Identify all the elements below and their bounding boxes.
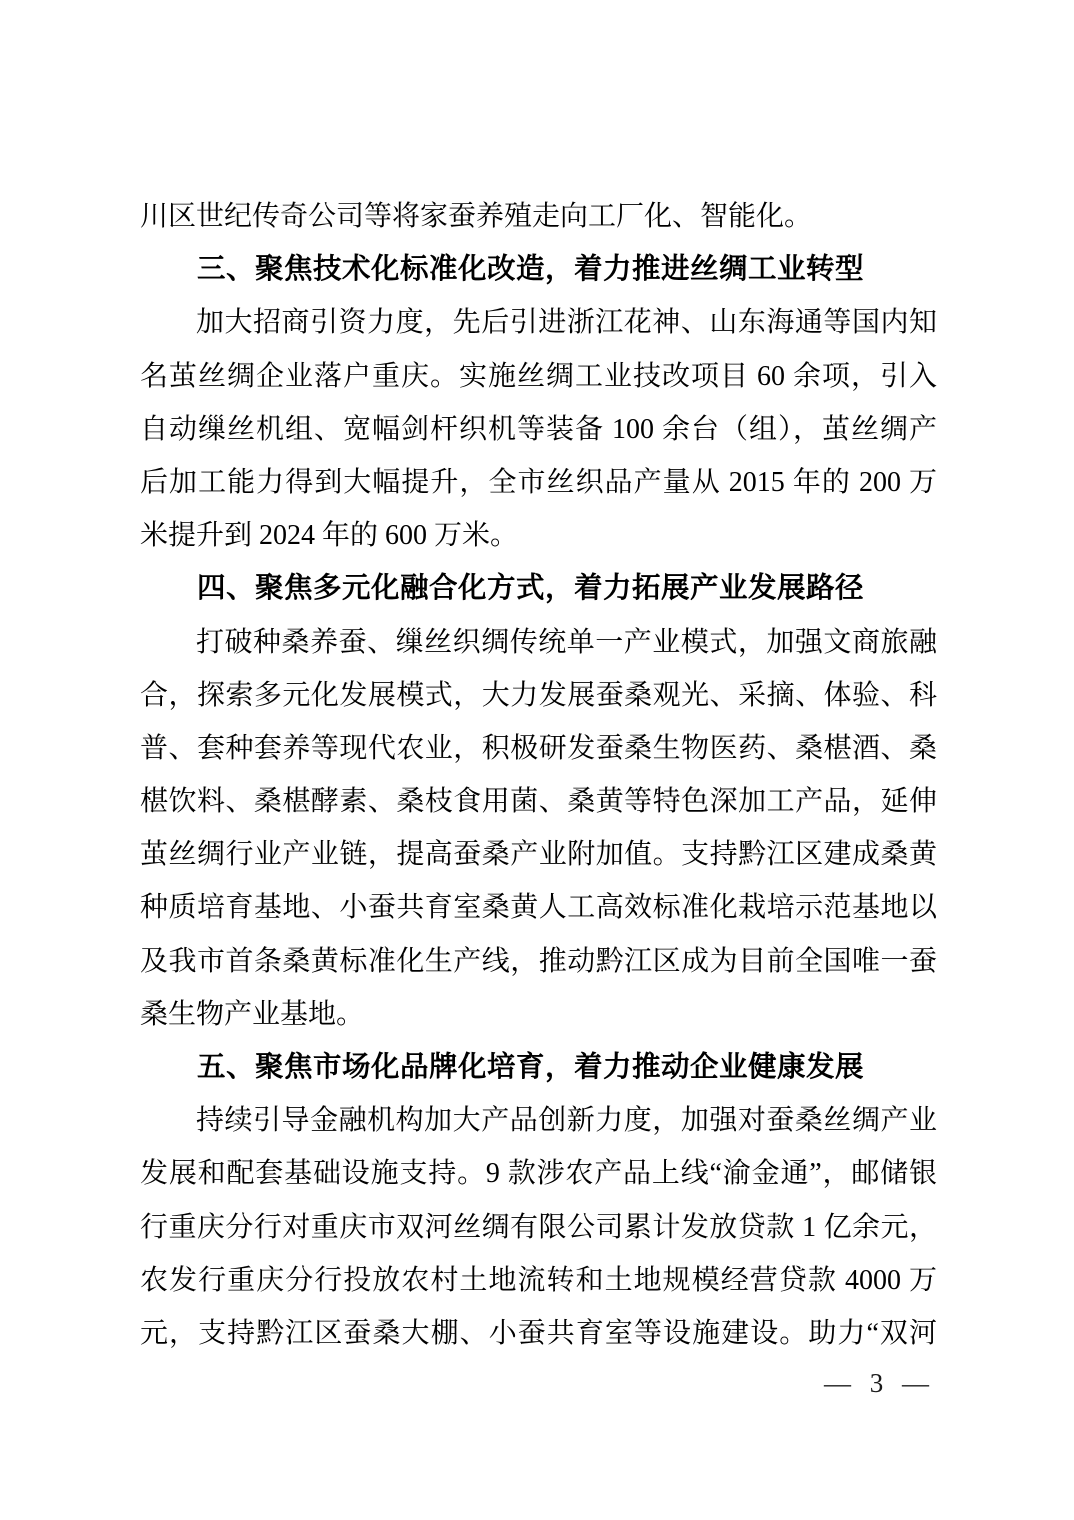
paragraph-line: 发展和配套基础设施支持。9 款涉农产品上线“渝金通”，邮储银 [140, 1158, 937, 1190]
paragraph-line: 名茧丝绸企业落户重庆。实施丝绸工业技改项目 60 余项，引入 [140, 360, 937, 392]
paragraph-line: 米提升到 2024 年的 600 万米。 [140, 520, 519, 552]
paragraph-line: 椹饮料、桑椹酵素、桑枝食用菌、桑黄等特色深加工产品，延伸 [140, 786, 937, 818]
paragraph-line: 行重庆分行对重庆市双河丝绸有限公司累计发放贷款 1 亿余元， [140, 1211, 937, 1243]
paragraph-line: 后加工能力得到大幅提升，全市丝织品产量从 2015 年的 200 万 [140, 466, 937, 498]
paragraph-line: 元，支持黔江区蚕桑大棚、小蚕共育室等设施建设。助力“双河 [140, 1317, 937, 1349]
paragraph-line: 桑生物产业基地。 [140, 998, 365, 1030]
section-heading-5: 五、聚焦市场化品牌化培育，着力推动企业健康发展 [197, 1051, 865, 1083]
paragraph-line: 种质培育基地、小蚕共育室桑黄人工高效标准化栽培示范基地以 [140, 892, 937, 924]
paragraph-line: 茧丝绸行业产业链，提高蚕桑产业附加值。支持黔江区建成桑黄 [140, 839, 937, 871]
paragraph-line: 合，探索多元化发展模式，大力发展蚕桑观光、采摘、体验、科 [140, 679, 937, 711]
document-body [140, 190, 937, 1360]
paragraph-line: 川区世纪传奇公司等将家蚕养殖走向工厂化、智能化。 [140, 201, 813, 232]
section-heading-4: 四、聚焦多元化融合化方式，着力拓展产业发展路径 [197, 572, 865, 605]
paragraph-line: 普、套种套养等现代农业，积极研发蚕桑生物医药、桑椹酒、桑 [140, 732, 937, 764]
section-heading-3: 三、聚焦技术化标准化改造，着力推进丝绸工业转型 [197, 253, 865, 286]
page-number: — 3 — [824, 1368, 935, 1398]
paragraph-line: 农发行重庆分行投放农村土地流转和土地规模经营贷款 4000 万 [140, 1264, 937, 1296]
paragraph-line: 加大招商引资力度，先后引进浙江花神、山东海通等国内知 [196, 307, 937, 339]
paragraph-line: 持续引导金融机构加大产品创新力度，加强对蚕桑丝绸产业 [196, 1105, 937, 1137]
paragraph-line: 及我市首条桑黄标准化生产线，推动黔江区成为目前全国唯一蚕 [140, 945, 937, 977]
paragraph-line: 打破种桑养蚕、缫丝织绸传统单一产业模式，加强文商旅融 [196, 626, 937, 658]
paragraph-line: 自动缫丝机组、宽幅剑杆织机等装备 100 余台（组），茧丝绸产 [140, 413, 937, 445]
